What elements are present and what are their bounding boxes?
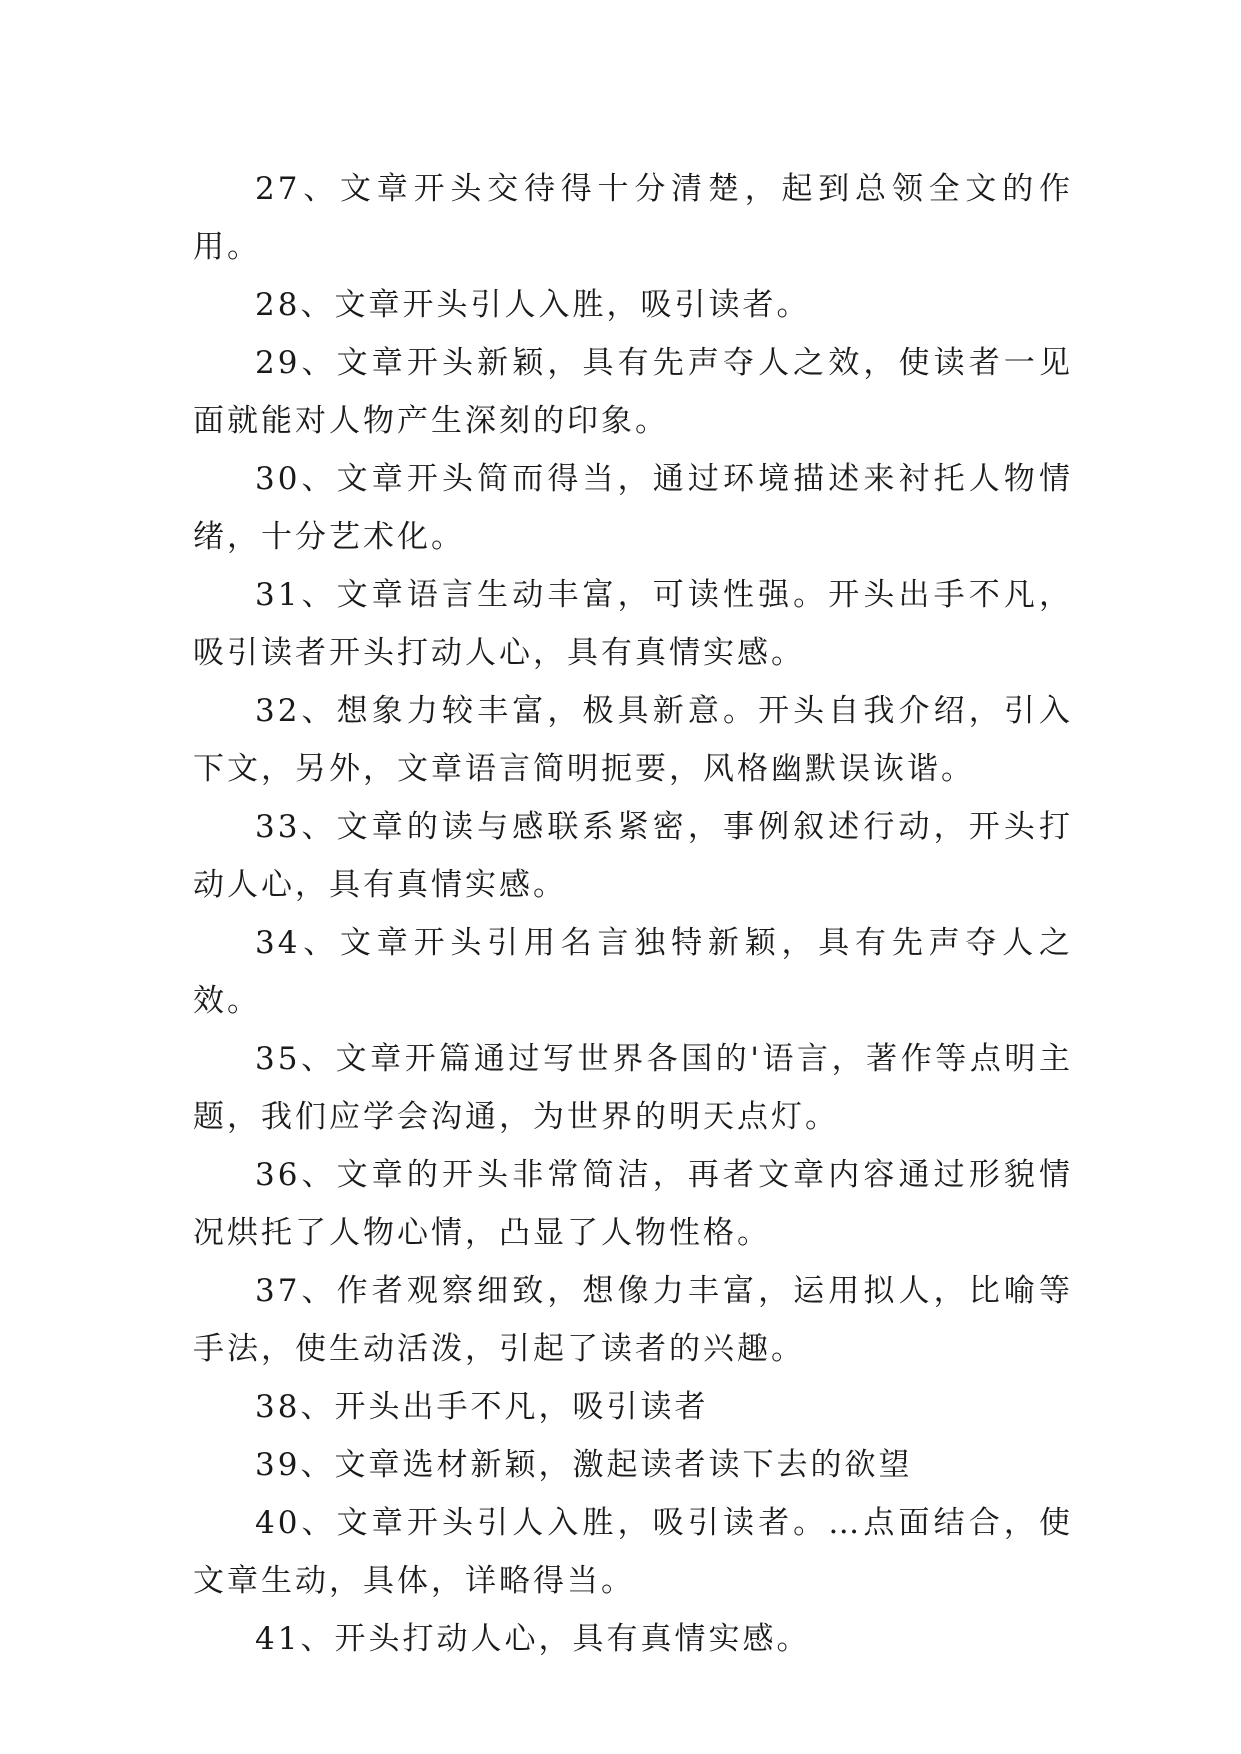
- paragraph-33: 33、文章的读与感联系紧密，事例叙述行动，开头打动人心，具有真情实感。: [193, 809, 1073, 903]
- paragraph-34: 34、文章开头引用名言独特新颖，具有先声夺人之效。: [193, 925, 1073, 1019]
- paragraph-29: 29、文章开头新颖，具有先声夺人之效，使读者一见面就能对人物产生深刻的印象。: [193, 345, 1073, 439]
- paragraph-36: 36、文章的开头非常简洁，再者文章内容通过形貌情况烘托了人物心情，凸显了人物性格。: [193, 1157, 1073, 1251]
- paragraph-39: 39、文章选材新颖，激起读者读下去的欲望: [255, 1447, 913, 1483]
- paragraph-32: 32、想象力较丰富，极具新意。开头自我介绍，引入下文，另外，文章语言简明扼要，风格幽默误诙谐。: [193, 693, 1073, 787]
- paragraph-31: 31、文章语言生动丰富，可读性强。开头出手不凡，吸引读者开头打动人心，具有真情实感。: [193, 577, 1073, 671]
- paragraph-35: 35、文章开篇通过写世界各国的'语言，著作等点明主题，我们应学会沟通，为世界的明天点灯。: [193, 1041, 1073, 1135]
- paragraph-30: 30、文章开头简而得当，通过环境描述来衬托人物情绪，十分艺术化。: [193, 461, 1073, 555]
- paragraph-40: 40、文章开头引人入胜，吸引读者。…点面结合，使文章生动，具体，详略得当。: [193, 1505, 1073, 1599]
- paragraph-38: 38、开头出手不凡，吸引读者: [255, 1389, 709, 1425]
- paragraph-37: 37、作者观察细致，想像力丰富，运用拟人，比喻等手法，使生动活泼，引起了读者的兴趣。: [193, 1273, 1073, 1367]
- document-body: [193, 160, 1073, 1668]
- paragraph-27: 27、文章开头交待得十分清楚，起到总领全文的作用。: [193, 171, 1073, 265]
- paragraph-41: 41、开头打动人心，具有真情实感。: [255, 1621, 811, 1657]
- paragraph-28: 28、文章开头引人入胜，吸引读者。: [255, 287, 811, 323]
